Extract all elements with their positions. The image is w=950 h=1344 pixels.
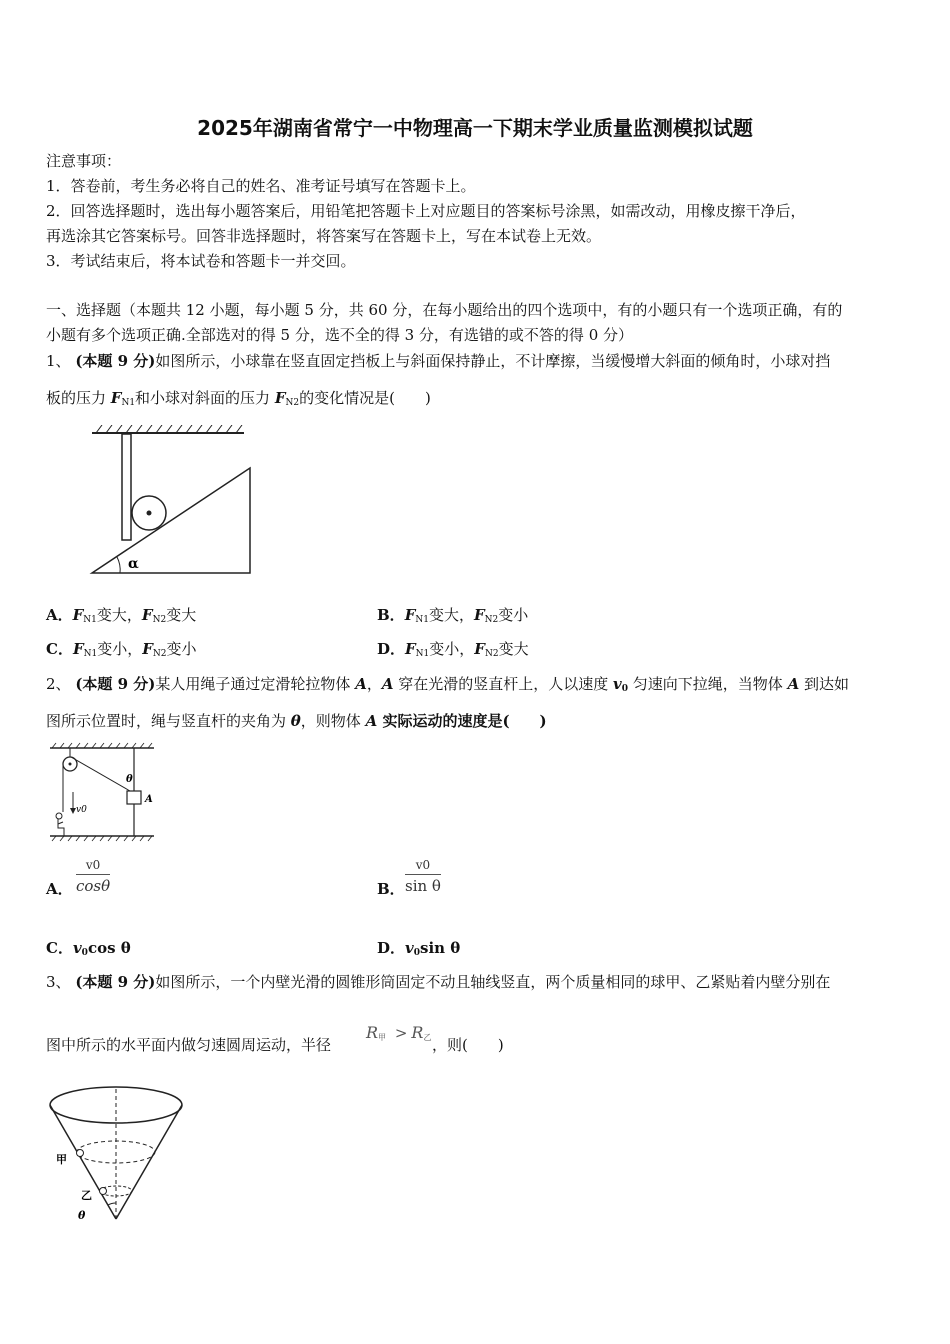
vertical-board xyxy=(122,434,131,540)
q1-option-d[interactable] xyxy=(377,638,529,665)
section-heading-line1: 一、选择题（本题共 12 小题，每小题 5 分，共 60 分，在每小题给出的四个选项中，有的小题只有一个选项正确，有的 xyxy=(46,301,843,319)
q2-text2c: 实际运动的速度是( ) xyxy=(377,712,547,730)
q1-text2b: 和小球对斜面的压力 xyxy=(135,389,275,407)
ceiling-hatch xyxy=(96,425,242,433)
q1-option-a-t1: 变大， xyxy=(96,606,142,624)
q1-option-c-t1: 变小， xyxy=(97,640,143,658)
q1-f-symbol: F xyxy=(142,640,153,658)
q1-line2 xyxy=(46,387,906,414)
q2-option-a-fraction xyxy=(76,858,110,895)
q3-text2a: 图中所示的水平面内做匀速圆周运动，半径 xyxy=(46,1036,332,1054)
q1-option-c-t2: 变小 xyxy=(166,640,197,658)
alpha-label: α xyxy=(128,556,139,572)
q2-text1b: ， xyxy=(366,675,382,693)
q1-f-symbol: F xyxy=(274,389,286,407)
q1-f-symbol: F xyxy=(404,606,416,624)
q2-option-c-expr: cos θ xyxy=(87,939,131,957)
q2-option-b-letter: B． xyxy=(377,880,405,898)
pulley-axle xyxy=(69,763,72,766)
q3-figure xyxy=(48,1085,188,1225)
q2-option-b-denominator: sin θ xyxy=(405,877,441,895)
q1-option-c[interactable] xyxy=(46,638,197,665)
q2-text1d: 匀速向下拉绳，当物体 xyxy=(628,675,788,693)
angle-arc xyxy=(117,557,120,573)
q3-radius-relation xyxy=(366,1022,431,1049)
q1-option-b-label: B． xyxy=(377,606,405,624)
q1-f-symbol: F xyxy=(72,606,84,624)
q2-v-symbol: v xyxy=(405,939,414,957)
q2-option-c-label: C． xyxy=(46,939,73,957)
q1-f-symbol: F xyxy=(473,606,485,624)
q2-text1a: 某人用绳子通过定滑轮拉物体 xyxy=(155,675,356,693)
q2-a-symbol: A xyxy=(787,675,800,693)
section-heading-line2: 小题有多个选项正确.全部选对的得 5 分，选不全的得 3 分，有选错的或不答的得 0 分） xyxy=(46,326,634,344)
q1-option-d-t2: 变大 xyxy=(498,640,529,658)
block-a-label: A xyxy=(145,794,153,805)
q1-figure xyxy=(84,425,256,580)
q3-r-symbol: R xyxy=(366,1023,379,1042)
q2-v-symbol: v xyxy=(613,675,622,693)
q1-n2-sub: N2 xyxy=(152,615,167,625)
q1-f-symbol: F xyxy=(405,640,416,658)
q2-sub0: 0 xyxy=(81,948,88,958)
q3-text1: 如图所示，一个内壁光滑的圆锥形筒固定不动且轴线竖直，两个质量相同的球甲、乙紧贴着内壁分别在 xyxy=(155,973,831,991)
label-yi: 乙 xyxy=(81,1189,92,1202)
q3-sub-yi: 乙 xyxy=(423,1033,432,1042)
q2-option-d[interactable] xyxy=(377,937,460,964)
q1-option-b-t1: 变大， xyxy=(428,606,474,624)
q2-line1 xyxy=(46,673,906,700)
q1-score: (本题 9 分) xyxy=(75,352,156,370)
q2-line2 xyxy=(46,710,906,732)
person-body xyxy=(58,819,64,836)
q1-number: 1、 xyxy=(46,352,71,370)
q1-option-b-t2: 变小 xyxy=(498,606,529,624)
v0-label: v0 xyxy=(76,805,87,815)
q1-f-symbol: F xyxy=(474,640,485,658)
person-head xyxy=(56,813,62,819)
page-title: 2025年湖南省常宁一中物理高一下期末学业质量监测模拟试题 xyxy=(197,116,753,140)
q2-text1e: 到达如 xyxy=(799,675,849,693)
q1-n2-sub: N2 xyxy=(152,649,167,659)
q1-n2-sub: N2 xyxy=(285,398,300,408)
q2-sub0: 0 xyxy=(621,684,629,694)
q2-option-b-fraction xyxy=(405,858,441,895)
q1-n1-sub: N1 xyxy=(415,615,429,625)
q2-option-b-numerator: v0 xyxy=(405,858,441,875)
notice-heading: 注意事项： xyxy=(46,152,122,170)
theta-label: θ xyxy=(126,774,133,785)
label-jia: 甲 xyxy=(56,1153,67,1166)
q1-option-a-label: A． xyxy=(46,606,73,624)
q2-v-symbol: v xyxy=(72,939,82,957)
q1-option-a-t2: 变大 xyxy=(166,606,197,624)
q1-text2c: 的变化情况是( ) xyxy=(299,389,431,407)
label-theta: θ xyxy=(78,1209,86,1222)
q1-option-d-label: D． xyxy=(377,640,406,658)
q1-text1: 如图所示，小球靠在竖直固定挡板上与斜面保持静止，不计摩擦，当缓慢增大斜面的倾角时，小球对挡 xyxy=(155,352,831,370)
q1-option-b[interactable] xyxy=(377,604,528,631)
q2-a-symbol: A xyxy=(365,712,378,730)
notice-item-1: 1．答卷前，考生务必将自己的姓名、准考证号填写在答题卡上。 xyxy=(46,177,476,195)
q1-option-a[interactable] xyxy=(46,604,196,631)
q2-a-symbol: A xyxy=(381,675,394,693)
q1-f-symbol: F xyxy=(141,606,153,624)
q3-line1 xyxy=(46,971,906,993)
ball-jia xyxy=(77,1150,84,1157)
q2-number: 2、 xyxy=(46,675,71,693)
notice-item-3: 3．考试结束后，将本试卷和答题卡一并交回。 xyxy=(46,252,356,270)
block-a xyxy=(127,791,141,804)
q3-gt-symbol: > xyxy=(394,1024,408,1042)
q3-score: (本题 9 分) xyxy=(75,973,156,991)
q2-a-symbol: A xyxy=(355,675,367,693)
q2-sub0: 0 xyxy=(413,948,420,958)
q1-option-c-label: C． xyxy=(46,640,73,658)
q2-option-a-label[interactable] xyxy=(46,878,73,900)
q1-text2a: 板的压力 xyxy=(46,389,111,407)
q2-option-a-numerator: v0 xyxy=(76,858,110,875)
q2-theta: θ xyxy=(290,712,301,730)
q2-score: (本题 9 分) xyxy=(75,675,156,693)
ball-yi xyxy=(100,1188,107,1195)
q1-line1 xyxy=(46,350,906,372)
q2-option-b-label[interactable] xyxy=(377,878,405,900)
ball-center xyxy=(147,511,152,516)
q2-text2a: 图所示位置时，绳与竖直杆的夹角为 xyxy=(46,712,291,730)
q2-text2b: ，则物体 xyxy=(300,712,366,730)
q3-number: 3、 xyxy=(46,973,71,991)
q2-text1c: 穿在光滑的竖直杆上，人以速度 xyxy=(393,675,614,693)
q1-n1-sub: N1 xyxy=(83,615,97,625)
q1-n1-sub: N1 xyxy=(121,398,136,408)
rope-slanted xyxy=(71,757,130,791)
q3-sub-jia: 甲 xyxy=(378,1033,387,1042)
q2-option-d-label: D． xyxy=(377,939,406,957)
q2-option-c[interactable] xyxy=(46,937,131,964)
angle-arc xyxy=(108,1203,116,1205)
q1-f-symbol: F xyxy=(110,389,122,407)
q3-text2b: ，则( ) xyxy=(432,1036,504,1054)
q2-option-a-denominator: cosθ xyxy=(76,877,111,895)
q1-n2-sub: N2 xyxy=(484,649,499,659)
incline xyxy=(92,468,250,573)
q1-f-symbol: F xyxy=(72,640,84,658)
q2-option-d-expr: sin θ xyxy=(420,939,461,957)
notice-item-2: 2．回答选择题时，选出每小题答案后，用铅笔把答题卡上对应题目的答案标号涂黑，如需改动，用橡皮擦干净后， xyxy=(46,202,806,220)
q1-n2-sub: N2 xyxy=(484,615,499,625)
q1-n1-sub: N1 xyxy=(83,649,98,659)
q2-figure xyxy=(46,742,158,842)
notice-item-2-cont: 再选涂其它答案标号。回答非选择题时，将答案写在答题卡上，写在本试卷上无效。 xyxy=(46,227,602,245)
q2-option-a-letter: A． xyxy=(46,880,73,898)
q1-option-d-t1: 变小， xyxy=(429,640,475,658)
q3-r-symbol: R xyxy=(411,1023,424,1042)
q1-n1-sub: N1 xyxy=(415,649,430,659)
